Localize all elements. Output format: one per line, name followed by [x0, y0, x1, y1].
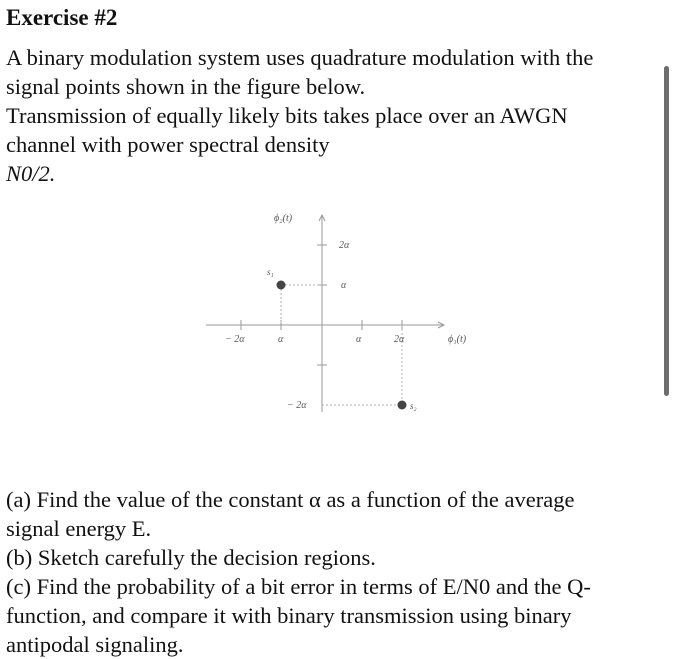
- question-line: function, and compare it with binary transmission using binary: [6, 603, 572, 628]
- tick-label-x-neg-a: α: [278, 334, 284, 345]
- question-line: (c) Find the probability of a bit error in terms of E/N0 and the Q-: [6, 574, 591, 599]
- question-line: (b) Sketch carefully the decision regions.: [6, 545, 376, 570]
- tick-label-x-pos-a: α: [356, 334, 362, 345]
- tick-label-y-pos-2a: 2α: [339, 240, 350, 251]
- tick-label-x-pos-2a: 2α: [394, 334, 405, 345]
- question-line: signal energy E.: [6, 516, 152, 541]
- question-line: antipodal signaling.: [6, 632, 184, 657]
- constellation-diagram: [198, 205, 498, 420]
- tick-label-x-neg-2a: − 2α: [225, 334, 245, 345]
- problem-statement: [6, 43, 666, 188]
- tick-label-y-neg-2a: − 2α: [287, 400, 307, 411]
- x-axis-label: ϕ₁(t): [448, 334, 467, 345]
- signal-point-s1: [277, 281, 286, 290]
- point-label-s1: s₁: [267, 267, 274, 277]
- intro-line: signal points shown in the figure below.: [6, 74, 366, 99]
- signal-point-s2: [398, 401, 407, 410]
- tick-label-y-pos-a: α: [341, 280, 347, 291]
- vertical-scrollbar[interactable]: [664, 66, 669, 396]
- point-label-s2: s₂: [410, 401, 417, 411]
- intro-line: N0/2.: [6, 161, 56, 186]
- question-line: (a) Find the value of the constant α as a function of the average: [6, 487, 575, 512]
- intro-line: channel with power spectral density: [6, 132, 330, 157]
- exercise-title: Exercise #2: [6, 5, 118, 30]
- y-axis-label: ϕ₂(t): [274, 213, 293, 224]
- intro-line: A binary modulation system uses quadrature modulation with the: [6, 45, 594, 70]
- question-list: [6, 485, 666, 659]
- intro-line: Transmission of equally likely bits takes place over an AWGN: [6, 103, 568, 128]
- constellation-svg: [198, 205, 498, 420]
